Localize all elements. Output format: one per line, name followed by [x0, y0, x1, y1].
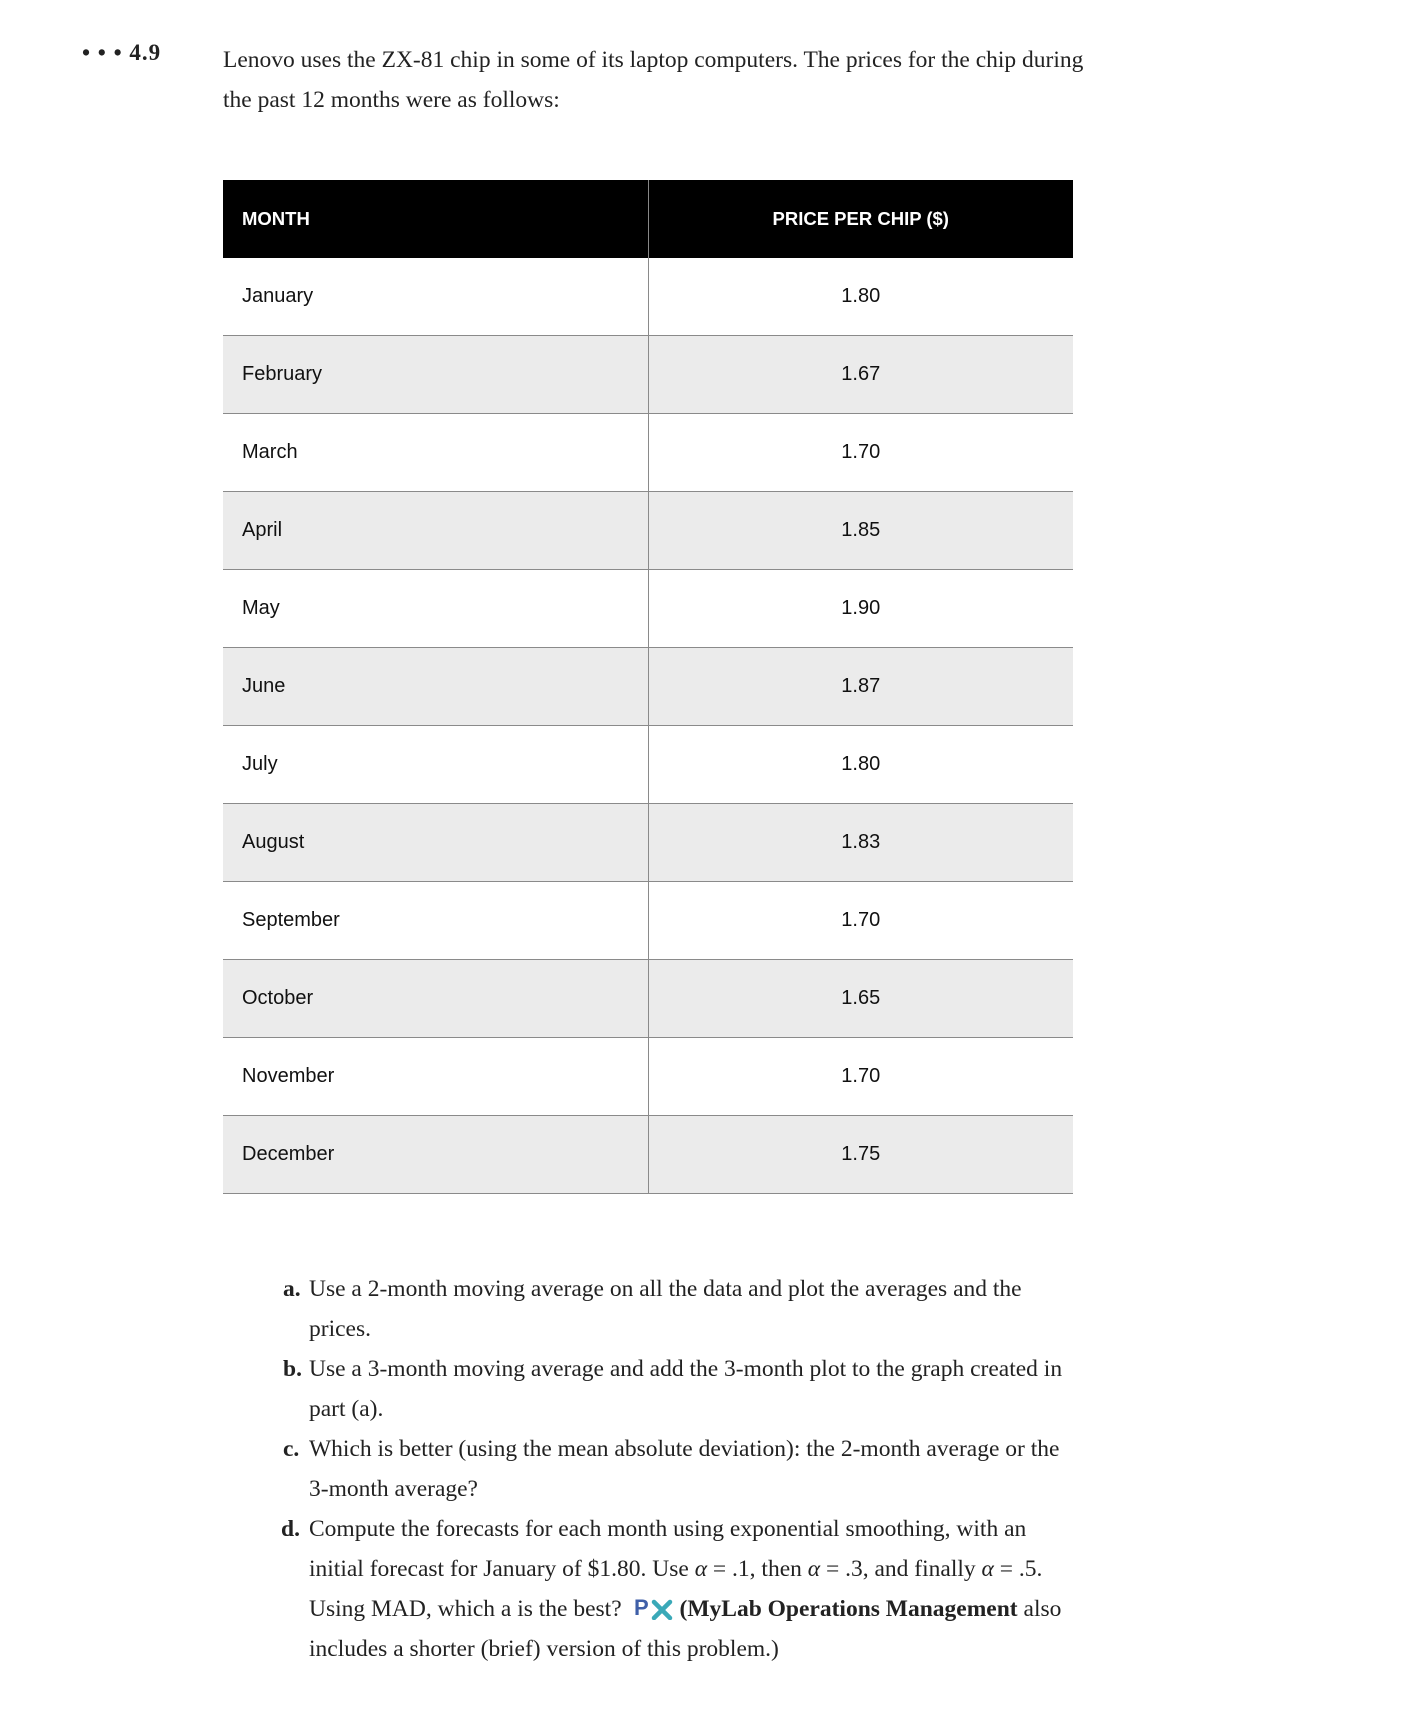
part-c-letter: c.	[283, 1436, 300, 1462]
part-a	[283, 1269, 1083, 1349]
price-cell: 1.67	[648, 336, 1073, 414]
part-d-letter: d.	[281, 1516, 300, 1542]
price-cell: 1.70	[648, 414, 1073, 492]
part-b-text: Use a 3-month moving average and add the 3-month plot to the graph created in part (a).	[309, 1356, 1063, 1422]
problem-number: • • • 4.9	[82, 40, 162, 65]
month-cell: January	[223, 258, 648, 336]
table-row	[223, 648, 1073, 726]
table-row	[223, 960, 1073, 1038]
price-cell: 1.75	[648, 1116, 1073, 1194]
price-cell: 1.85	[648, 492, 1073, 570]
table-row	[223, 570, 1073, 648]
price-cell: 1.90	[648, 570, 1073, 648]
part-a-letter: a.	[283, 1276, 301, 1302]
note-mylab: (MyLab Operations Management	[679, 1596, 1018, 1622]
price-cell: 1.87	[648, 648, 1073, 726]
month-cell: December	[223, 1116, 648, 1194]
month-cell: August	[223, 804, 648, 882]
px-logo-icon	[634, 1594, 674, 1620]
table-header-row	[223, 180, 1073, 258]
table-row	[223, 1116, 1073, 1194]
month-cell: February	[223, 336, 648, 414]
table-body	[223, 258, 1073, 1194]
part-d-text-1: Compute the forecasts for each month using exponential smoothing, with an initial forecast for January of $1.80. Use	[309, 1516, 1027, 1582]
month-cell: November	[223, 1038, 648, 1116]
table-row	[223, 1038, 1073, 1116]
month-cell: October	[223, 960, 648, 1038]
price-table	[223, 180, 1073, 1194]
price-cell: 1.80	[648, 258, 1073, 336]
month-cell: September	[223, 882, 648, 960]
part-d	[283, 1509, 1083, 1669]
month-cell: July	[223, 726, 648, 804]
part-a-text: Use a 2-month moving average on all the data and plot the averages and the prices.	[309, 1276, 1022, 1342]
alpha-symbol-3: α	[981, 1556, 994, 1582]
part-c	[283, 1429, 1083, 1509]
table-row	[223, 258, 1073, 336]
part-d-text-2: = .1, then	[707, 1556, 808, 1582]
table-row	[223, 414, 1073, 492]
month-cell: April	[223, 492, 648, 570]
month-cell: May	[223, 570, 648, 648]
table-row	[223, 336, 1073, 414]
part-c-text: Which is better (using the mean absolute deviation): the 2-month average or the 3-month average?	[309, 1436, 1060, 1502]
px-logo-p: P	[633, 1595, 649, 1620]
note-rest: also includes a shorter (brief) version of this problem.)	[309, 1596, 1062, 1662]
table-row	[223, 726, 1073, 804]
alpha-symbol-2: α	[807, 1556, 821, 1582]
price-cell: 1.70	[648, 882, 1073, 960]
header-price: PRICE PER CHIP ($)	[648, 180, 1073, 258]
problem-intro: Lenovo uses the ZX-81 chip in some of its laptop computers. The prices for the chip during the past 12 months were as follows:	[223, 47, 1084, 113]
part-d-text-3: = .3, and finally	[820, 1556, 982, 1582]
part-b	[283, 1349, 1083, 1429]
table-row	[223, 882, 1073, 960]
price-cell: 1.70	[648, 1038, 1073, 1116]
table-row	[223, 804, 1073, 882]
header-month: MONTH	[223, 180, 648, 258]
price-cell: 1.80	[648, 726, 1073, 804]
table-row	[223, 492, 1073, 570]
month-cell: June	[223, 648, 648, 726]
part-d-text-4: = .5. Using MAD, which a is the best?	[309, 1556, 1043, 1622]
price-cell: 1.65	[648, 960, 1073, 1038]
month-cell: March	[223, 414, 648, 492]
question-parts	[283, 1269, 1083, 1669]
price-cell: 1.83	[648, 804, 1073, 882]
part-b-letter: b.	[283, 1356, 302, 1382]
alpha-symbol-1: α	[694, 1556, 708, 1582]
